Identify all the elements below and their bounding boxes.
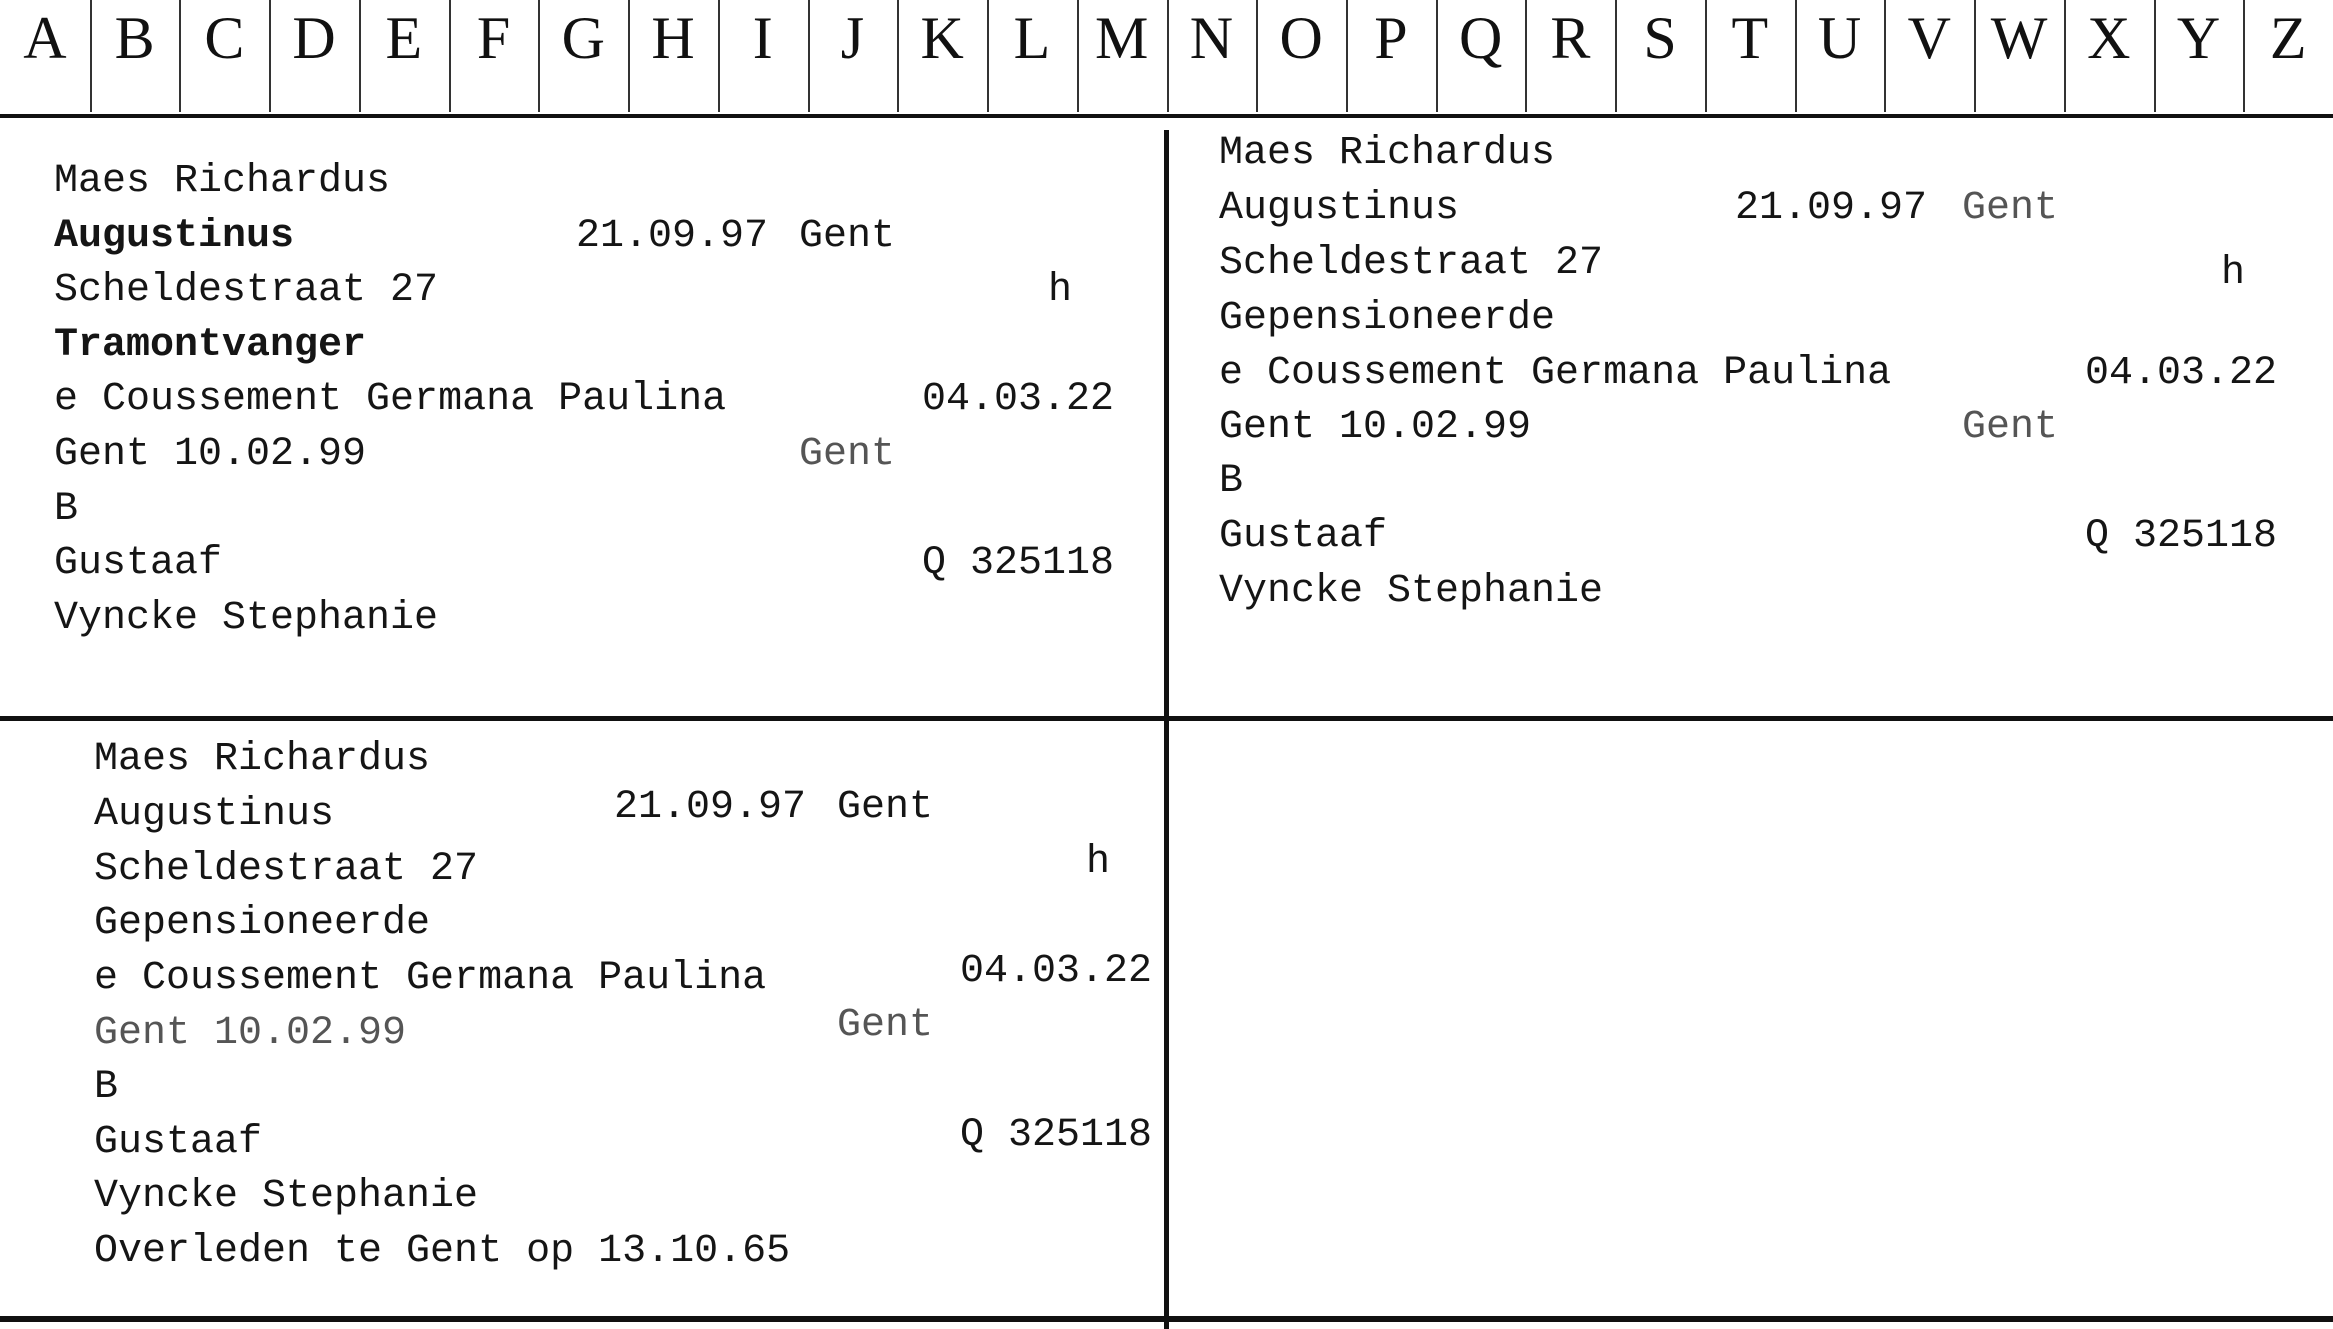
- card-father: Gustaaf: [94, 1120, 263, 1165]
- empty-card: [1175, 730, 2325, 1310]
- index-letter: M: [1077, 0, 1167, 114]
- card-occupation: Gepensioneerde: [1219, 296, 1556, 341]
- card-father: Gustaaf: [54, 541, 223, 586]
- index-letter: D: [269, 0, 359, 114]
- index-letter: H: [628, 0, 718, 114]
- card-birth-date: 21.09.97: [1735, 186, 1928, 231]
- card-father: Gustaaf: [1219, 514, 1388, 559]
- card-nationality: B: [94, 1065, 119, 1110]
- card-spouse-place: Gent: [837, 1003, 934, 1048]
- index-letter: I: [718, 0, 808, 114]
- card-first-name: Augustinus: [1219, 186, 1460, 231]
- bottom-divider: [0, 1316, 2333, 1322]
- index-letter: J: [808, 0, 898, 114]
- index-letter: L: [987, 0, 1077, 114]
- card-nationality: B: [1219, 459, 1244, 504]
- index-letter: C: [179, 0, 269, 114]
- index-letter: Q: [1436, 0, 1526, 114]
- index-letter: B: [90, 0, 180, 114]
- card-mother: Vyncke Stephanie: [1219, 569, 1604, 614]
- index-letter: G: [538, 0, 628, 114]
- index-letter: Y: [2154, 0, 2244, 114]
- index-letter: X: [2064, 0, 2154, 114]
- index-letter: T: [1705, 0, 1795, 114]
- card-street: Scheldestraat 27: [1219, 241, 1604, 286]
- card-name: Maes Richardus: [54, 159, 391, 204]
- index-letter: P: [1346, 0, 1436, 114]
- card-spouse-birth: Gent 10.02.99: [54, 432, 367, 477]
- card-grid: [0, 118, 2333, 1329]
- card-spouse-birth: Gent 10.02.99: [94, 1011, 407, 1056]
- card-death-note: Overleden te Gent op 13.10.65: [94, 1229, 791, 1274]
- card-occupation: Gepensioneerde: [94, 901, 431, 946]
- card-id-number: Q 325118: [2085, 514, 2278, 559]
- card-spouse: e Coussement Germana Paulina: [54, 377, 727, 422]
- card-street: Scheldestraat 27: [94, 847, 479, 892]
- index-letter: U: [1795, 0, 1885, 114]
- card-mother: Vyncke Stephanie: [54, 596, 439, 641]
- card-birth-date: 21.09.97: [614, 785, 807, 830]
- horizontal-divider: [0, 716, 2333, 721]
- card-gender-mark: h: [1086, 840, 1111, 885]
- card-occupation: Tramontvanger: [54, 323, 367, 368]
- card-mother: Vyncke Stephanie: [94, 1174, 479, 1219]
- card-id-number: Q 325118: [960, 1113, 1153, 1158]
- card-first-name: Augustinus: [94, 792, 335, 837]
- index-letter: S: [1615, 0, 1705, 114]
- card-spouse-birth: Gent 10.02.99: [1219, 405, 1532, 450]
- index-letter: V: [1884, 0, 1974, 114]
- card-nationality: B: [54, 487, 79, 532]
- card-birth-place: Gent: [837, 785, 934, 830]
- index-letter: W: [1974, 0, 2064, 114]
- card-first-name: Augustinus: [54, 214, 295, 259]
- index-letter: N: [1167, 0, 1257, 114]
- card-spouse-date: 04.03.22: [2085, 351, 2278, 396]
- card-birth-date: 21.09.97: [576, 214, 769, 259]
- index-letter: Z: [2243, 0, 2333, 114]
- card-spouse-date: 04.03.22: [960, 949, 1153, 994]
- index-letter: K: [897, 0, 987, 114]
- card-birth-place: Gent: [799, 214, 896, 259]
- card-spouse-place: Gent: [1962, 405, 2059, 450]
- card-spouse-place: Gent: [799, 432, 896, 477]
- alphabet-index: [0, 0, 2333, 118]
- card-birth-place: Gent: [1962, 186, 2059, 231]
- index-letter: E: [359, 0, 449, 114]
- index-letter: O: [1256, 0, 1346, 114]
- card-name: Maes Richardus: [94, 737, 431, 782]
- card-spouse: e Coussement Germana Paulina: [1219, 351, 1892, 396]
- index-letter: R: [1525, 0, 1615, 114]
- card-gender-mark: h: [1048, 268, 1073, 313]
- card-name: Maes Richardus: [1219, 131, 1556, 176]
- index-letter: A: [23, 5, 67, 71]
- card-spouse-date: 04.03.22: [922, 377, 1115, 422]
- card-id-number: Q 325118: [922, 541, 1115, 586]
- card-spouse: e Coussement Germana Paulina: [94, 956, 767, 1001]
- vertical-divider: [1164, 130, 1169, 1329]
- index-letter: F: [449, 0, 539, 114]
- card-gender-mark: h: [2221, 251, 2246, 296]
- card-street: Scheldestraat 27: [54, 268, 439, 313]
